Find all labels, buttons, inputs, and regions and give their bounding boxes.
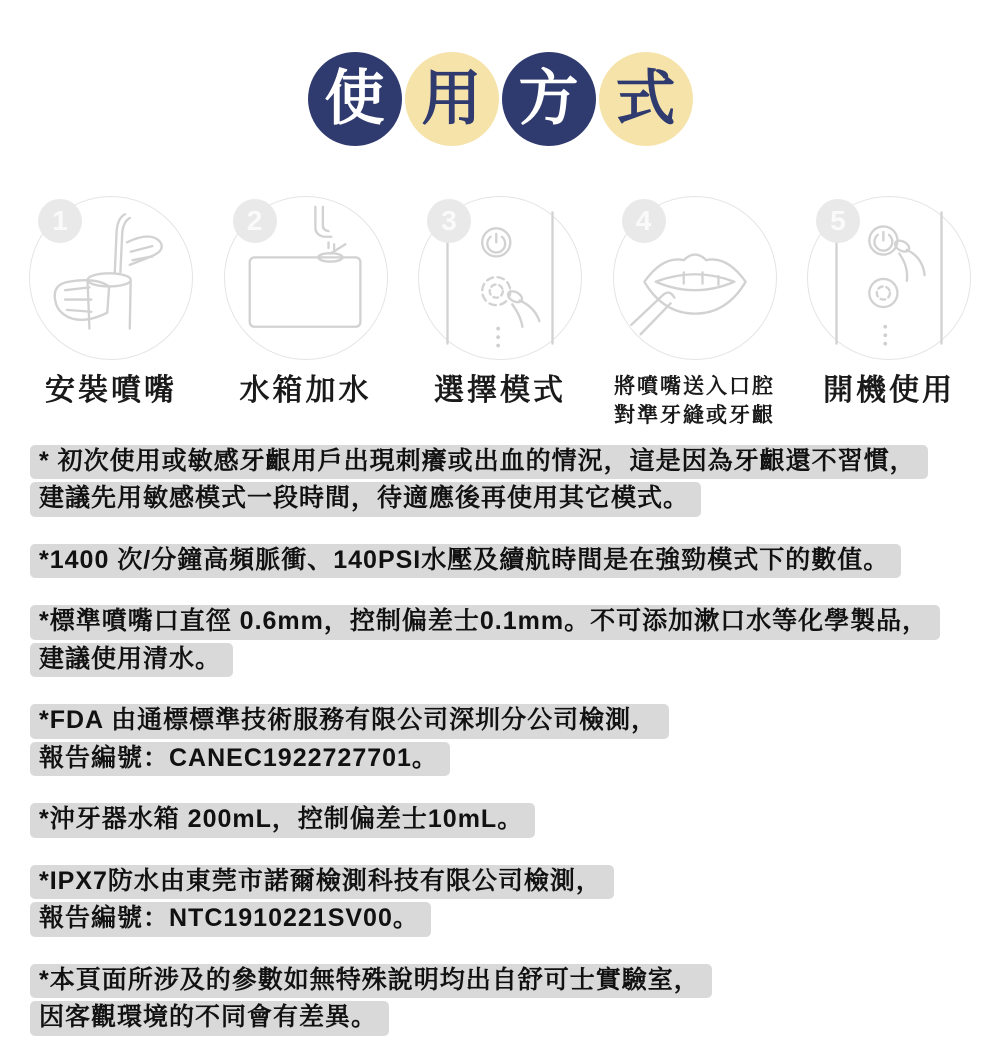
footnote-line: 報告編號：CANEC1922727701。 (30, 742, 450, 777)
footnote-line: 報告編號：NTC1910221SV00。 (30, 902, 431, 937)
footnote-tank-capacity (30, 803, 1000, 838)
footnote-line: 因客觀環境的不同會有差異。 (30, 1001, 389, 1036)
step-number-badge: 5 (816, 199, 860, 243)
footnotes (0, 445, 1000, 1036)
footnote-line: *本頁面所涉及的參數如無特殊說明均出自舒可士實驗室， (30, 964, 712, 999)
footnote-ipx7-report (30, 865, 1000, 937)
step-nozzle-in-mouth (602, 196, 788, 431)
footnote-line: 建議先用敏感模式一段時間，待適應後再使用其它模式。 (30, 482, 701, 517)
footnote-line: * 初次使用或敏感牙齦用戶出現刺癢或出血的情況，這是因為牙齦還不習慣， (30, 445, 928, 480)
footnote-line: *FDA 由通標標準技術服務有限公司深圳分公司檢測， (30, 704, 669, 739)
footnote-sensitive-gums (30, 445, 1000, 517)
title-char-circle: 用 (405, 52, 499, 146)
step-illustration-frame (418, 196, 582, 360)
step-caption: 開機使用 (823, 374, 955, 407)
title-char-circle: 方 (502, 52, 596, 146)
title-char-circle: 使 (308, 52, 402, 146)
page-title (0, 52, 1000, 146)
footnote-nozzle-diameter (30, 605, 1000, 677)
step-number-badge: 1 (38, 199, 82, 243)
step-caption-line: 對準牙縫或牙齦 (614, 404, 775, 428)
step-illustration-frame (613, 196, 777, 360)
step-caption-line: 將噴嘴送入口腔 (614, 375, 775, 398)
step-number-badge: 2 (233, 199, 277, 243)
step-number-badge: 4 (622, 199, 666, 243)
footnote-line: *IPX7防水由東莞市諾爾檢測科技有限公司檢測， (30, 865, 614, 900)
step-illustration-frame (224, 196, 388, 360)
step-power-on (796, 196, 982, 409)
step-illustration-frame (29, 196, 193, 360)
footnote-pulse-pressure (30, 544, 1000, 579)
step-number-badge: 3 (427, 199, 471, 243)
step-caption (614, 372, 775, 431)
footnote-line: *標準噴嘴口直徑 0.6mm，控制偏差士0.1mm。不可添加漱口水等化學製品， (30, 605, 940, 640)
footnote-line: *1400 次/分鐘高頻脈衝、140PSI水壓及續航時間是在強勁模式下的數值。 (30, 544, 901, 579)
title-char-circle: 式 (599, 52, 693, 146)
step-caption: 選擇模式 (434, 374, 566, 407)
step-caption: 安裝噴嘴 (45, 374, 177, 407)
step-fill-tank (213, 196, 399, 409)
footnote-line: 建議使用清水。 (30, 643, 233, 678)
step-caption: 水箱加水 (239, 374, 372, 407)
usage-steps (0, 196, 1000, 431)
step-illustration-frame (807, 196, 971, 360)
footnote-line: *沖牙器水箱 200mL，控制偏差士10mL。 (30, 803, 535, 838)
step-select-mode (407, 196, 593, 409)
footnote-fda-report (30, 704, 1000, 776)
step-install-nozzle (18, 196, 204, 409)
